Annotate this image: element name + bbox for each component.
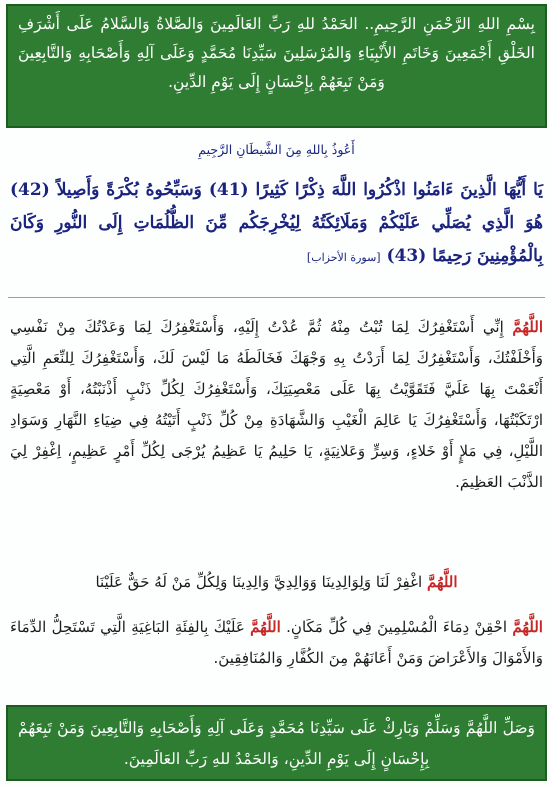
- parents-supplication: [10, 567, 543, 598]
- allahumma-heading: اللَّهُمَّ: [512, 618, 543, 636]
- istighfar-text: إِنِّي أَسْتَغْفِرُكَ لِمَا تُبْتُ مِنْهُ ثُمَّ عُدْتُ إِلَيْهِ، وَأَسْتَغْفِرُكَ لِمَا وَعَدْتُكَ مِنْ نَفْسِي وَأَخْلَفْتُكَ، وَأَسْتَغْفِرُكَ لِمَا أَرَدْتُ بِهِ وَجْهَكَ فَخَالَطَهُ مَا لَيْسَ لَكَ، وَأَسْتَغْفِرُكَ لِلنِّعَمِ الَّتِي أَنْعَمْتَ بِهَا عَلَيَّ فَتَقَوَّيْتُ بِهَا عَلَى مَعْصِيَتِكَ، وَأَسْتَغْفِرُكَ لِكُلِّ ذَنْبٍ أَذْنَبْتُهُ، أَوْ مَعْصِيَةٍ ارْتَكَبْتُهَا، وَأَسْتَغْفِرُكَ يَا عَالِمَ الْغَيْبِ وَالشَّهَادَةِ مِنْ كُلِّ ذَنْبٍ أَتَيْتُهُ فِي ضِيَاءِ النَّهَارِ وَسَوَادِ اللَّيْلِ، فِي مَلإٍ أَوْ خَلاءٍ، وَسِرٍّ وَعَلانِيَةٍ، يَا حَلِيمُ يَا عَظِيمُ يُرْجَى لِكُلِّ أَمْرٍ عَظِيمٍ، اِغْفِرْ لِيَ الذَّنْبَ العَظِيمَ.: [10, 318, 543, 491]
- section-divider: [8, 297, 545, 298]
- parents-supplication-text: اغْفِرْ لَنَا وَلِوَالِدِينَا وَوَالِدِيَّ وَالِدِينَا وَلِكُلِّ مَنْ لَهُ حَقٌّ عَلَيْنَا: [95, 573, 423, 591]
- aggressors-text: عَلَيْكَ بِالفِئَةِ البَاغِيَةِ الَّتِي تَسْتَحِلُّ الدِّمَاءَ وَالأَمْوَالَ وَالأَعْرَاضَ وَمَنْ أَعَانَهُمْ مِنَ الكُفَّارِ وَالمُنَافِقِينَ.: [10, 618, 543, 667]
- verse-42-text: وَسَبِّحُوهُ بُكْرَةً وَأَصِيلاً: [56, 180, 202, 200]
- surah-reference: [سورة الأحزاب]: [306, 251, 381, 264]
- istiaadha-line: أَعُوذُ بِاللهِ مِنَ الشَّيطَانِ الرَّجِيمِ: [198, 142, 355, 157]
- muslims-supplication: [10, 612, 543, 674]
- closing-salawat-box: [6, 705, 547, 781]
- closing-salawat-text: وَصَلِّ اللَّهُمَّ وَسَلِّمْ وَبَارِكْ عَلَى سَيِّدِنَا مُحَمَّدٍ وَعَلَى آلِهِ وَأَصْحَابِهِ وَالتَّابِعِينَ وَمَنْ تَبِعَهُمْ بِإِحْسَانٍ إِلَى يَوْمِ الدِّينِ، وَالحَمْدُ للهِ رَبِّ العَالَمِينَ.: [18, 719, 535, 768]
- allahumma-heading-2: اللَّهُمَّ: [250, 618, 281, 636]
- protect-blood-text: احْقِنْ دِمَاءَ الْمُسْلِمِينَ فِي كُلِّ مَكَانٍ.: [286, 618, 507, 636]
- verse-43-text: هُوَ الَّذِي يُصَلِّي عَلَيْكُمْ وَمَلَائِكَتُهُ لِيُخْرِجَكُم مِّنَ الظُّلُمَاتِ إِلَى النُّورِ وَكَانَ بِالْمُؤْمِنِينَ رَحِيمًا: [10, 213, 543, 266]
- opening-praise-text: بِسْمِ اللهِ الرَّحْمَنِ الرَّحِيمِ.. الحَمْدُ للهِ رَبِّ العَالَمِينَ وَالصَّلاةُ وَالسَّلامُ عَلَى أَشْرَفِ الخَلْقِ أَجْمَعِينَ وَخَاتَمِ الأَنْبِيَاءِ وَالمُرْسَلِينَ سَيِّدِنَا مُحَمَّدٍ وَعَلَى آلِهِ وَأَصْحَابِهِ وَالتَّابِعِينَ وَمَنْ تَبِعَهُمْ بِإِحْسَانٍ إِلَى يَوْمِ الدِّينِ.: [18, 15, 535, 91]
- verse-42-number: (42): [10, 180, 50, 200]
- allahumma-heading: اللَّهُمَّ: [426, 573, 458, 591]
- allahumma-heading: اللَّهُمَّ: [512, 318, 543, 336]
- verse-43-number: (43): [386, 246, 427, 266]
- istighfar-supplication: [10, 312, 543, 498]
- verse-41-text: يَا أَيُّهَا الَّذِينَ ءَامَنُوا اذْكُرُوا اللَّهَ ذِكْرًا كَثِيرًا: [255, 180, 543, 200]
- verse-41-number: (41): [208, 180, 249, 200]
- quran-verses: [10, 174, 543, 274]
- opening-praise-box: [6, 4, 547, 128]
